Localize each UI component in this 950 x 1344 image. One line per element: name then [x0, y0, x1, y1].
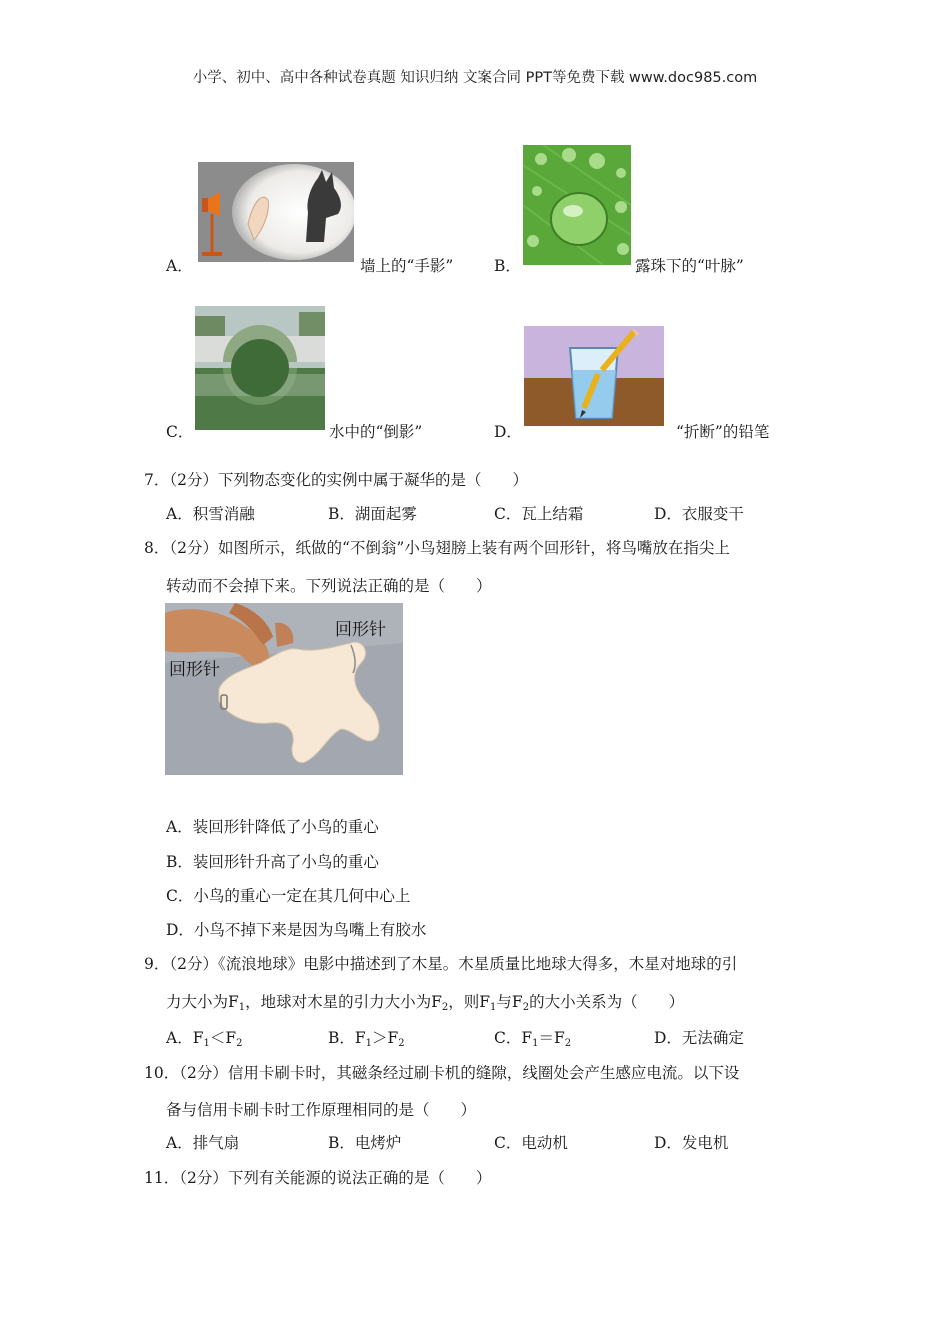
q6-option-a-caption: 墙上的“手影”: [360, 257, 454, 275]
q7-option-d: D．衣服变干: [654, 505, 744, 523]
q8-option-a: A．装回形针降低了小鸟的重心: [166, 818, 379, 836]
q10-option-b: B．电烤炉: [328, 1134, 402, 1152]
q6-option-a-letter: A．: [166, 257, 193, 275]
q8-stem-line1: 8．（2分）如图所示，纸做的“不倒翁”小鸟翅膀上装有两个回形针，将鸟嘴放在指尖上: [144, 539, 730, 557]
hand-shadow-image: [198, 162, 354, 262]
q7-stem: 7．（2分）下列物态变化的实例中属于凝华的是（ ）: [144, 471, 528, 489]
q10-stem-line2: 备与信用卡刷卡时工作原理相同的是（ ）: [166, 1101, 477, 1119]
q10-option-c: C．电动机: [494, 1134, 568, 1152]
q6-option-c-caption: 水中的“倒影”: [329, 423, 423, 441]
q8-option-c: C．小鸟的重心一定在其几何中心上: [166, 887, 411, 905]
q7-option-c: C．瓦上结霜: [494, 505, 584, 523]
q9-option-a: A．$F_1<F_2$: [166, 1029, 243, 1049]
q9-option-c: C．$F_1=F_2$: [494, 1029, 572, 1049]
q10-stem-line1: 10．（2分）信用卡刷卡时，其磁条经过刷卡机的缝隙，线圈处会产生感应电流。以下设: [144, 1064, 740, 1082]
q8-option-d: D．小鸟不掉下来是因为鸟嘴上有胶水: [166, 921, 427, 939]
q9-option-b: B．$F_1>F_2$: [328, 1029, 405, 1049]
q9-stem-line2: 力大小为$F_1$，地球对木星的引力大小为$F_2$，则$F_1$与$F_2$的大小关系为（ ）: [166, 993, 685, 1013]
q11-stem: 11．（2分）下列有关能源的说法正确的是（ ）: [144, 1169, 492, 1187]
q10-option-d: D．发电机: [654, 1134, 729, 1152]
q8-stem-line2: 转动而不会掉下来。下列说法正确的是（ ）: [166, 577, 492, 595]
q6-option-d-letter: D．: [494, 423, 522, 441]
q9-option-d: D．无法确定: [654, 1029, 744, 1047]
q10-option-a: A．排气扇: [166, 1134, 240, 1152]
q7-option-b: B．湖面起雾: [328, 505, 417, 523]
dewdrop-leaf-image: [523, 145, 631, 265]
q8-option-b: B．装回形针升高了小鸟的重心: [166, 853, 379, 871]
figure-label-paperclip-right: 回形针: [335, 620, 386, 640]
bridge-reflection-image: [195, 306, 325, 430]
figure-label-paperclip-left: 回形针: [169, 660, 220, 680]
q7-option-a: A．积雪消融: [166, 505, 255, 523]
q6-option-b-letter: B．: [494, 257, 521, 275]
q9-stem-line1: 9．（2分）《流浪地球》电影中描述到了木星。木星质量比地球大得多，木星对地球的引: [144, 955, 738, 973]
paper-bird-figure: [165, 603, 403, 775]
q6-option-d-caption: “折断”的铅笔: [676, 423, 770, 441]
page-header: 小学、初中、高中各种试卷真题 知识归纳 文案合同 PPT等免费下载 www.doc985.com: [192, 70, 758, 86]
pencil-in-water-image: [524, 326, 664, 426]
q6-option-b-caption: 露珠下的“叶脉”: [635, 257, 744, 275]
q6-option-c-letter: C．: [166, 423, 194, 441]
